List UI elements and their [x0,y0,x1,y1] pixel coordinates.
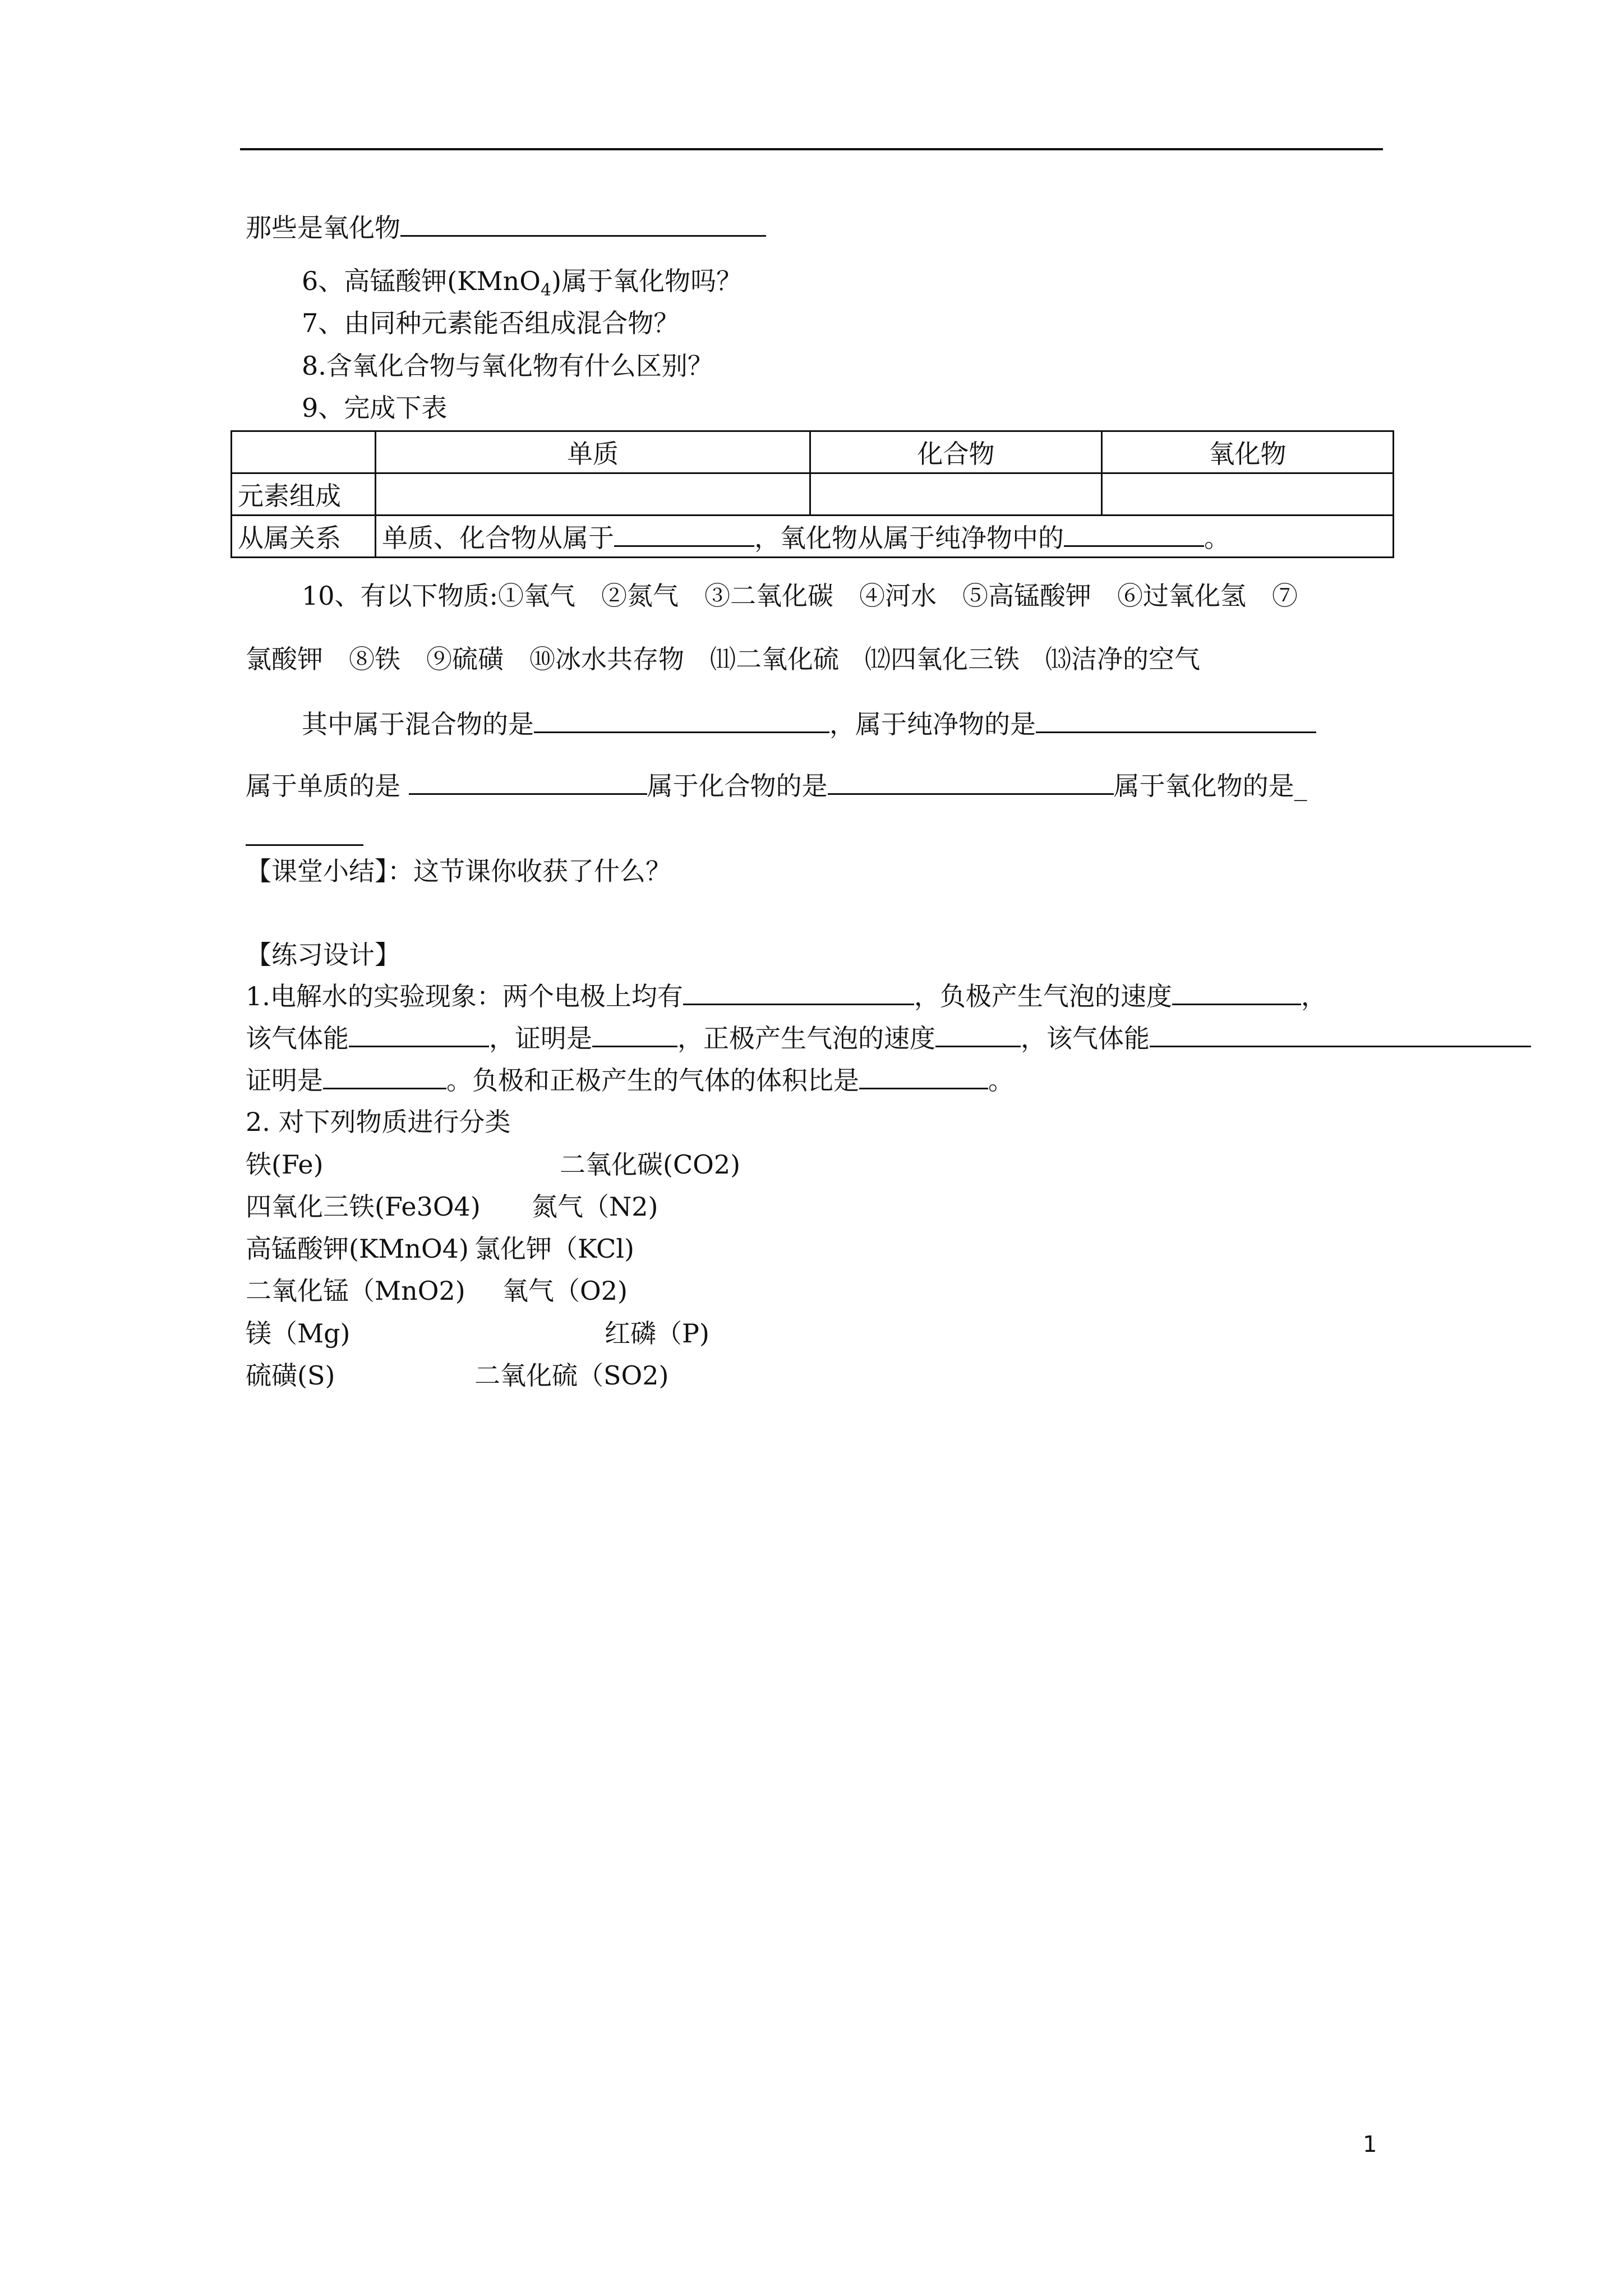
practice-2-prompt: 2. 对下列物质进行分类 [246,1107,511,1137]
practice-1-line-3: 证明是 。负极和正极产生的气体的体积比是 。 [246,1063,1014,1097]
substance-item: 氯化钾（KCl) [474,1234,634,1264]
practice-1-line-2: 该气体能 ，证明是 ，正极产生气泡的速度 ，该气体能 [246,1021,1531,1055]
table-header-element: 单质 [376,431,810,473]
answer-blank[interactable] [592,1021,677,1047]
answer-blank[interactable] [1150,1021,1531,1047]
row-label-relation: 从属关系 [232,516,376,558]
answer-blank[interactable] [1036,707,1316,733]
row-label-composition: 元素组成 [232,473,376,516]
substance-item: 二氧化硫（SO2) [474,1360,669,1391]
substance-item: 四氧化三铁(Fe3O4) [246,1191,481,1222]
table-row [232,516,1394,558]
substance-item: 二氧化锰（MnO2) [246,1276,465,1306]
substance-item: 氧气（O2) [502,1276,628,1306]
page-number: 1 [1363,2132,1377,2157]
answer-blank[interactable] [323,1063,446,1089]
header-rule [240,148,1383,150]
table-header-oxide: 氧化物 [1102,431,1394,473]
question-8: 8.含氧化合物与氧化物有什么区别？ [302,351,713,381]
answer-blank[interactable] [400,210,766,237]
question-10-line-4: 属于单质的是 属于化合物的是 属于氧化物的是_ [246,769,1307,803]
class-summary: 【课堂小结】：这节课你收获了什么？ [246,856,671,886]
substance-item: 铁(Fe) [246,1149,324,1180]
question-6: 6、高锰酸钾(KMnO$_4$)属于氧化物吗？ [302,266,743,301]
classification-table [230,430,1394,558]
oxides-question-line: 那些是氧化物 [246,210,766,245]
substance-item: 硫磺(S) [246,1360,335,1391]
table-row [232,473,1394,516]
table-cell-input[interactable] [1102,473,1394,516]
practice-1-line-1: 1.电解水的实验现象：两个电极上均有 ，负极产生气泡的速度 ， [246,979,1327,1013]
question-10-line-1: 10、有以下物质:①氧气 ②氮气 ③二氧化碳 ④河水 ⑤高锰酸钾 ⑥过氧化氢 ⑦ [302,581,1298,611]
answer-blank[interactable] [935,1021,1021,1047]
answer-blank[interactable] [534,707,829,733]
answer-blank-continued[interactable] [246,844,363,846]
substance-item: 镁（Mg) [246,1318,351,1349]
substance-item: 高锰酸钾(KMnO4) [246,1234,469,1264]
table-row [232,431,1394,473]
practice-heading: 【练习设计】 [246,940,400,970]
question-10-line-3: 其中属于混合物的是 ，属于纯净物的是 [302,707,1316,741]
table-header-compound: 化合物 [810,431,1102,473]
question-7: 7、由同种元素能否组成混合物？ [302,308,680,338]
substance-item: 红磷（P) [605,1318,709,1349]
answer-blank[interactable] [1172,979,1301,1005]
answer-blank[interactable] [409,769,647,795]
table-cell-input[interactable] [810,473,1102,516]
answer-blank[interactable] [614,521,754,547]
question-9: 9、完成下表 [302,393,448,423]
question-10-line-2: 氯酸钾 ⑧铁 ⑨硫磺 ⑩冰水共存物 ⑾二氧化硫 ⑿四氧化三铁 ⒀洁净的空气 [246,644,1200,674]
substance-item: 氮气（N2) [532,1191,658,1222]
answer-blank[interactable] [349,1021,489,1047]
table-cell-input[interactable] [376,473,810,516]
answer-blank[interactable] [828,769,1114,795]
answer-blank[interactable] [1064,521,1204,547]
answer-blank[interactable] [683,979,914,1005]
table-cell-empty [232,431,376,473]
answer-blank[interactable] [859,1063,988,1089]
substance-item: 二氧化碳(CO2) [560,1149,741,1180]
relation-cell: 单质、化合物从属于 ，氧化物从属于纯净物中的 。 [376,516,1394,558]
